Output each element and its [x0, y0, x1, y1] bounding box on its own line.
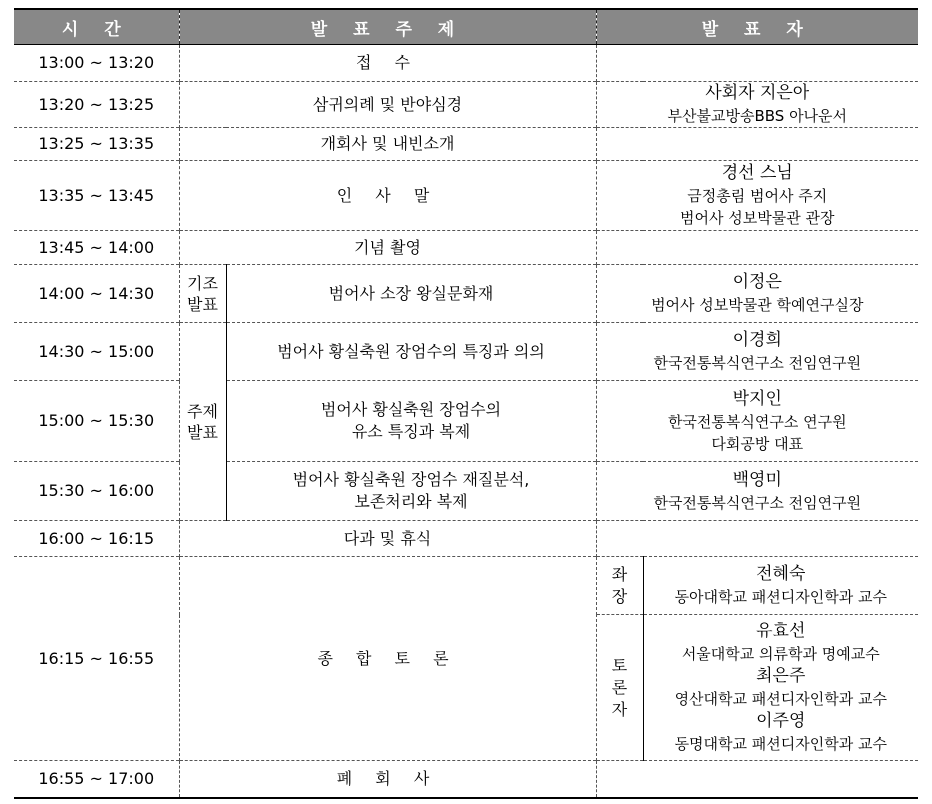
presenter-cell: [596, 323, 918, 381]
table-row: [14, 231, 918, 265]
presenter-affiliation: 금정총림 범어사 주지: [687, 187, 828, 205]
table-row: [14, 128, 918, 161]
panelist-affiliation: 영산대학교 패션디자인학과 교수: [674, 690, 887, 708]
panelist-name: 최은주: [756, 666, 806, 686]
time-cell: 16:15 ~ 16:55: [14, 557, 179, 761]
table-row: [14, 82, 918, 128]
panelist-affiliation: 동명대학교 패션디자인학과 교수: [674, 735, 887, 753]
topic-cell: 인 사 말: [179, 161, 596, 231]
table-header-row: [14, 9, 918, 45]
topic-cell: 범어사 소장 왕실문화재: [226, 265, 596, 323]
presenter-cell: [596, 128, 918, 161]
time-cell: 15:30 ~ 16:00: [14, 462, 179, 521]
presenter-affiliation: 한국전통복식연구소 전임연구원: [653, 354, 862, 372]
panel-cell: [643, 615, 918, 761]
presenter-cell: [596, 82, 918, 128]
topic-cell: 폐 회 사: [179, 761, 596, 798]
presenter-name: 이정은: [732, 272, 782, 292]
topic-cell: 다과 및 휴식: [179, 521, 596, 557]
chair-cell: [643, 557, 918, 615]
topic-cell: 접 수: [179, 45, 596, 82]
presenter-name: 이경희: [732, 330, 782, 350]
panelist-name: 유효선: [756, 621, 806, 641]
presenter-name: 박지인: [732, 388, 782, 409]
presenter-affiliation: 다회공방 대표: [711, 434, 804, 453]
table-row: [14, 323, 918, 381]
presenter-cell: [596, 462, 918, 521]
table-row: [14, 521, 918, 557]
panelist-affiliation: 서울대학교 의류학과 명예교수: [681, 645, 880, 663]
table-row: [14, 462, 918, 521]
presenter-affiliation: 부산불교방송BBS 아나운서: [667, 107, 848, 125]
topic-cell: 기념 촬영: [179, 231, 596, 265]
presenter-cell: [596, 231, 918, 265]
topic-cell: 범어사 황실축원 장엄수 재질분석, 보존처리와 복제: [226, 462, 596, 521]
chair-name: 전혜숙: [756, 564, 806, 584]
topic-cell: 삼귀의례 및 반야심경: [179, 82, 596, 128]
presenter-cell: [596, 265, 918, 323]
topic-cell: 범어사 황실축원 장엄수의 유소 특징과 복제: [226, 381, 596, 462]
time-cell: 14:30 ~ 15:00: [14, 323, 179, 381]
presenter-cell: [596, 521, 918, 557]
session-label-theme: 주제 발표: [179, 323, 226, 521]
presenter-name: 경선 스님: [721, 163, 793, 183]
time-cell: 13:00 ~ 13:20: [14, 45, 179, 82]
table-row: [14, 265, 918, 323]
session-label-keynote: 기조 발표: [179, 265, 226, 323]
header-time: 시 간: [14, 9, 179, 45]
time-cell: 14:00 ~ 14:30: [14, 265, 179, 323]
time-cell: 13:25 ~ 13:35: [14, 128, 179, 161]
schedule-table: [14, 8, 918, 799]
presenter-affiliation: 범어사 성보박물관 학예연구실장: [651, 296, 864, 314]
time-cell: 13:20 ~ 13:25: [14, 82, 179, 128]
topic-cell: 종 합 토 론: [179, 557, 596, 761]
panel-label: 토 론 자: [596, 615, 643, 761]
table-row: [14, 557, 918, 615]
presenter-cell: [596, 381, 918, 462]
panelist-name: 이주영: [756, 711, 806, 731]
time-cell: 16:55 ~ 17:00: [14, 761, 179, 798]
presenter-affiliation: 한국전통복식연구소 전임연구원: [653, 493, 862, 512]
chair-label: 좌 장: [596, 557, 643, 615]
topic-cell: 범어사 황실축원 장엄수의 특징과 의의: [226, 323, 596, 381]
presenter-cell: [596, 161, 918, 231]
time-cell: 15:00 ~ 15:30: [14, 381, 179, 462]
header-presenter: 발 표 자: [596, 9, 918, 45]
table-row: [14, 761, 918, 798]
table-row: [14, 381, 918, 462]
presenter-cell: [596, 761, 918, 798]
table-row: [14, 161, 918, 231]
time-cell: 13:45 ~ 14:00: [14, 231, 179, 265]
presenter-affiliation: 한국전통복식연구소 연구원: [667, 412, 847, 431]
time-cell: 13:35 ~ 13:45: [14, 161, 179, 231]
chair-affiliation: 동아대학교 패션디자인학과 교수: [674, 588, 887, 606]
presenter-name: 백영미: [732, 469, 782, 490]
header-topic: 발 표 주 제: [179, 9, 596, 45]
presenter-name: 사회자 지은아: [705, 83, 810, 103]
time-cell: 16:00 ~ 16:15: [14, 521, 179, 557]
presenter-affiliation: 범어사 성보박물관 관장: [680, 209, 835, 227]
table-row: [14, 45, 918, 82]
presenter-cell: [596, 45, 918, 82]
topic-cell: 개회사 및 내빈소개: [179, 128, 596, 161]
